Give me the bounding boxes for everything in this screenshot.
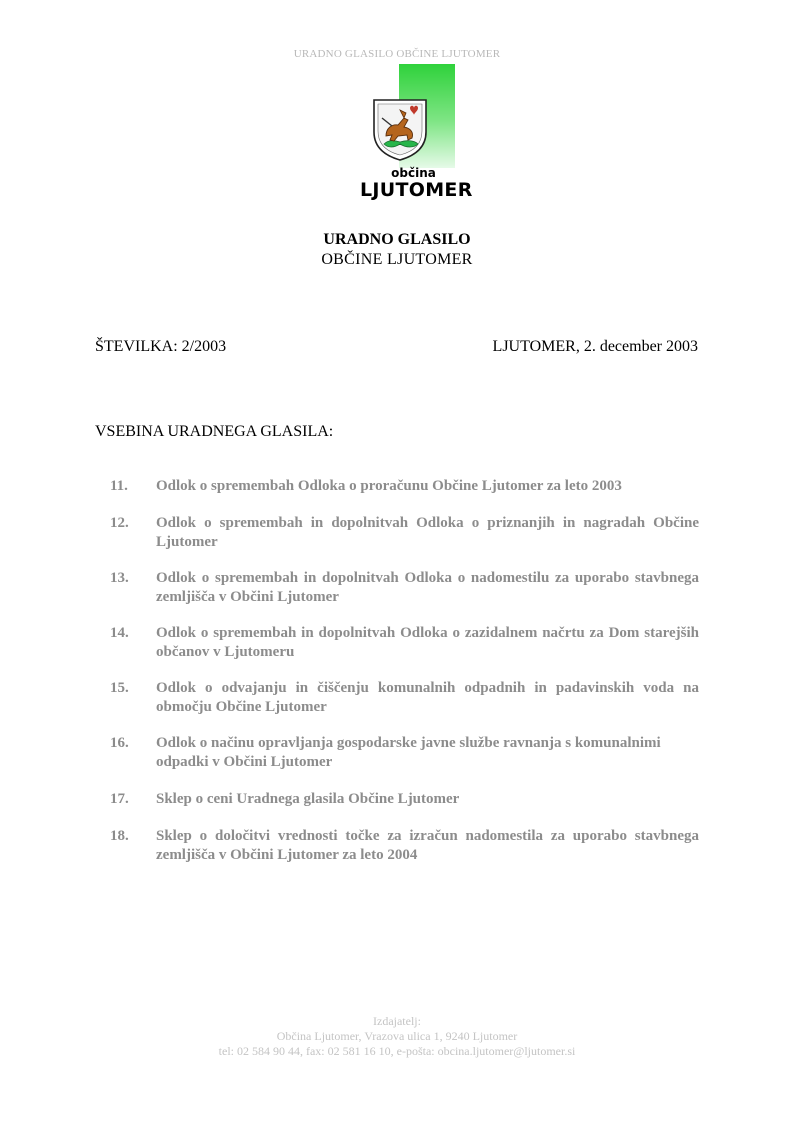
footer-publisher-label: Izdajatelj: [373,1014,421,1028]
item-title: Odlok o spremembah in dopolnitvah Odloka o nadomestilu za uporabo stavbnega zemljišča v Občini Ljutomer [156,570,699,605]
contents-list [95,477,699,865]
list-item [95,734,699,772]
list-item [95,514,699,552]
item-title: Sklep o ceni Uradnega glasila Občine Ljutomer [156,791,460,807]
footer-contact: tel: 02 584 90 44, fax: 02 581 16 10, e-pošta: obcina.ljutomer@ljutomer.si [218,1044,576,1058]
list-item [95,679,699,717]
item-number: 16. [110,735,129,751]
running-header: URADNO GLASILO OBČINE LJUTOMER [293,48,501,60]
document-subtitle: OBČINE LJUTOMER [321,251,473,268]
item-title: Odlok o odvajanju in čiščenju komunalnih odpadnih in padavinskih voda na območju Občine Ljutomer [156,680,699,715]
item-number: 15. [110,680,129,696]
item-number: 12. [110,515,129,531]
list-item [95,790,699,809]
list-item [95,477,699,496]
item-title: Odlok o spremembah Odloka o proračunu Občine Ljutomer za leto 2003 [156,478,622,494]
item-number: 13. [110,570,129,586]
list-item [95,624,699,662]
item-title: Sklep o določitvi vrednosti točke za izračun nadomestila za uporabo stavbnega zemljišča v Občini Ljutomer za leto 2004 [156,828,699,863]
footer-address: Občina Ljutomer, Vrazova ulica 1, 9240 Ljutomer [276,1029,518,1043]
logo-text-ljutomer: LJUTOMER [360,179,473,201]
item-title: Odlok o načinu opravljanja gospodarske javne službe ravnanja s komunalnimi odpadki v Občini Ljutomer [156,735,661,770]
item-number: 14. [110,625,129,641]
municipality-logo [360,62,473,204]
item-title: Odlok o spremembah in dopolnitvah Odloka o priznanjih in nagradah Občine Ljutomer [156,515,699,550]
item-number: 11. [110,478,128,494]
contents-heading: VSEBINA URADNEGA GLASILA: [95,423,334,440]
logo-text-obcina: občina [391,166,436,180]
item-title: Odlok o spremembah in dopolnitvah Odloka o zazidalnem načrtu za Dom starejših občanov v Ljutomeru [156,625,699,660]
list-item [95,827,699,865]
issue-number: ŠTEVILKA: 2/2003 [95,338,227,355]
document-title: URADNO GLASILO [323,231,471,248]
item-number: 17. [110,791,129,807]
publisher-footer [0,1014,794,1059]
coat-of-arms-icon [370,96,430,162]
issue-place-date: LJUTOMER, 2. december 2003 [492,338,698,355]
list-item [95,569,699,607]
item-number: 18. [110,828,129,844]
